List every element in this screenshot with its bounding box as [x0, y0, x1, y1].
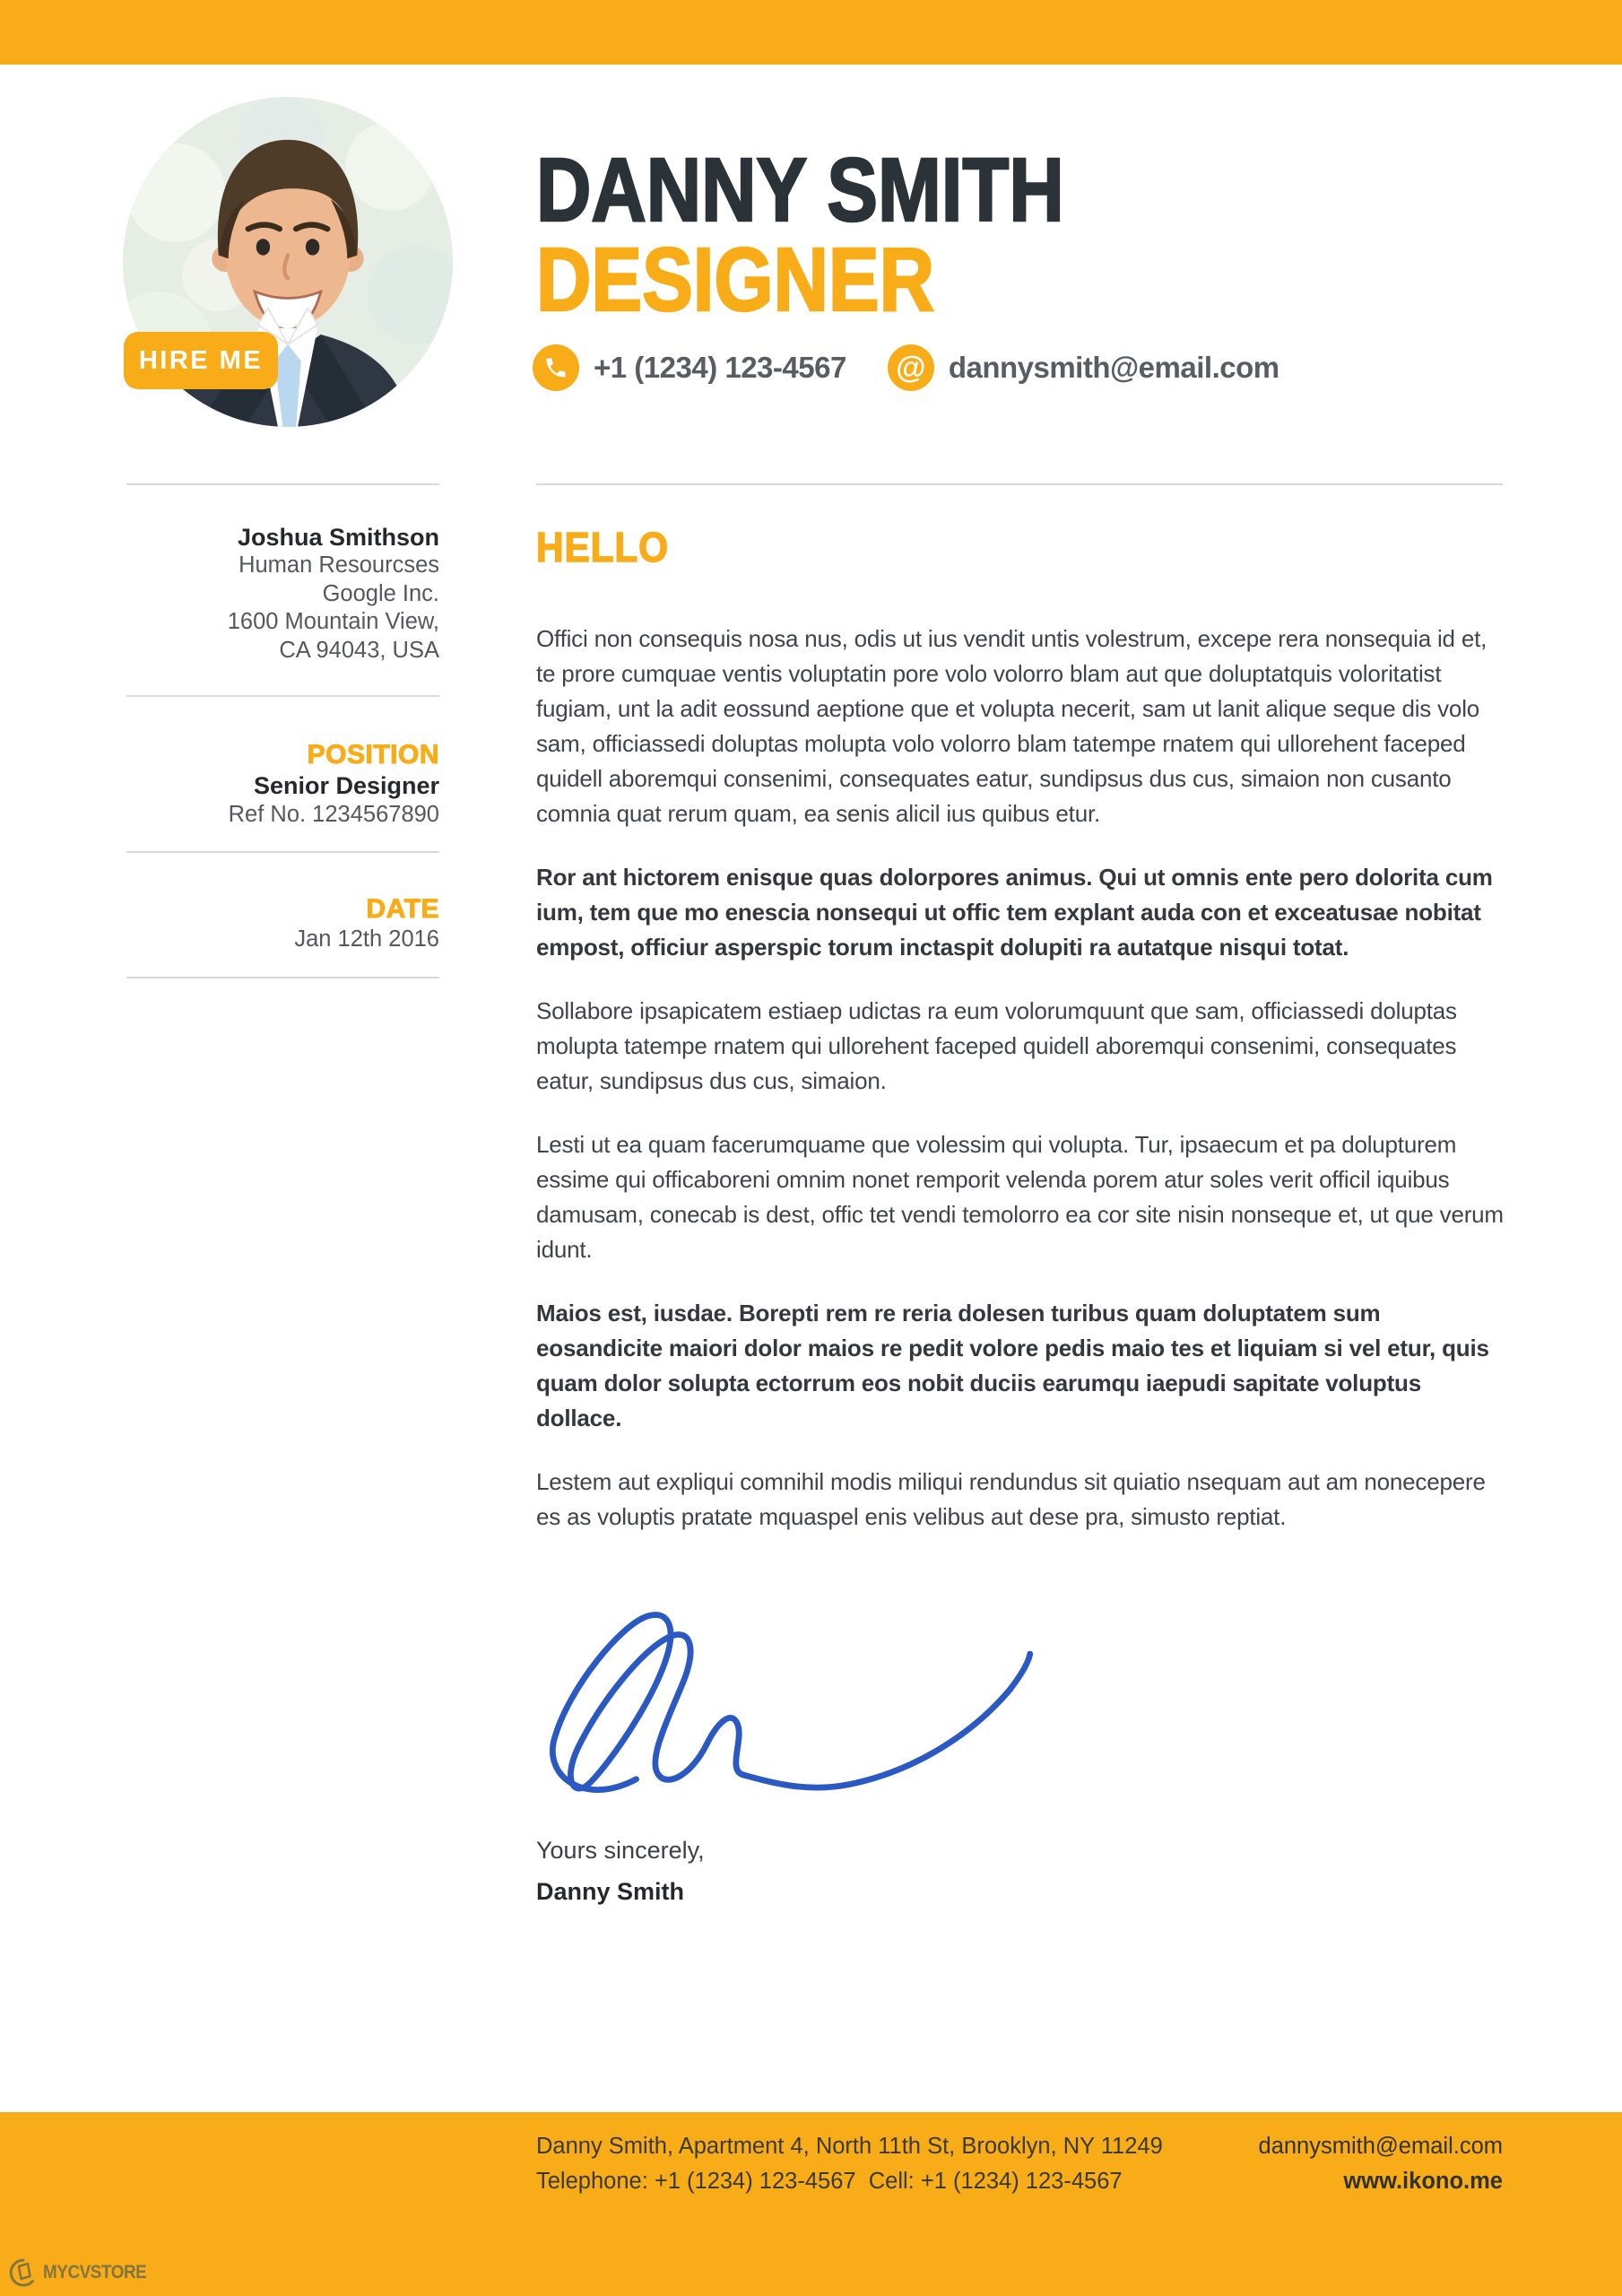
footer-website-link[interactable]: www.ikono.me: [1343, 2169, 1503, 2194]
top-accent-bar: [0, 0, 1622, 65]
signature-scribble: [536, 1605, 1110, 1797]
recipient-line: Google Inc.: [322, 580, 439, 606]
hire-me-button[interactable]: HIRE ME: [124, 332, 278, 389]
signature-name: Danny Smith: [536, 1878, 685, 1905]
sidebar-divider: [126, 851, 439, 853]
letter-greeting: HELLO: [536, 524, 670, 570]
phone-contact: [533, 344, 846, 391]
position-reference: Ref No. 1234567890: [228, 802, 439, 827]
letter-paragraph-bold: Maios est, iusdae. Borepti rem re reria dolesen turibus quam doluptatem sum eosandicite maiori dolor maios re pedit volore pedis maio tes et liquiam si vel etur, quis quam dolor solupta ectorrum eos nobit duciis earumqu iaepudi sapitate voluptus dollace.: [536, 1300, 1489, 1431]
letter-paragraph-bold: Ror ant hictorem enisque quas dolorpores animus. Qui ut omnis ente pero dolorita cum ium, tem que mo enescia nonsequi ut offic tem explant auda con et exceatusae nobitat empost, officiur asperspic torum inctaspit dolupiti ra autatque nisqui totat.: [536, 864, 1493, 961]
footer-contact-right: [1259, 2133, 1503, 2195]
email-address: dannysmith@email.com: [948, 351, 1279, 384]
letter-paragraph: Offici non consequis nosa nus, odis ut ius vendit untis volestrum, excepe rera nonsequia id et, te prore cumquae ventis voluptatin pore volo volorro blam aut que doluptatquis voloritatist fugiam, unt la adit eossund aeptione que et volupta necerit, sam ut lanit alique seque dis volo sam, officiassedi doluptas molupta volo volorro blam tatempe rnatem qui ullorehent faceped quidell aboremqui consenimi, consequates eatur, sundipsus dus cus, simaion non cusanto comnia quat rerum quam, ea senis alicil ius quibus etur.: [536, 625, 1488, 827]
footer-address: Danny Smith, Apartment 4, North 11th St, Brooklyn, NY 11249: [536, 2134, 1163, 2159]
sidebar-divider: [126, 483, 439, 485]
date-label: DATE: [366, 894, 439, 924]
letter-paragraph: Sollabore ipsapicatem estiaep udictas ra eum volorumquunt que sam, officiassedi doluptas molupta tatempe rnatem qui ullorehent faceped quidell aboremqui consenimi, consequates eatur, sundipsus dus cus, simaion.: [536, 997, 1457, 1094]
watermark-text: MYCVSTORE: [43, 2262, 147, 2283]
date-block: [126, 893, 439, 954]
mycvstore-logo-icon: [7, 2257, 39, 2289]
recipient-block: [126, 523, 439, 665]
header-contact-row: [533, 344, 1279, 391]
email-contact: [888, 344, 1279, 391]
candidate-name: DANNY SMITH: [536, 140, 1064, 240]
position-label: POSITION: [307, 740, 439, 770]
position-title: Senior Designer: [253, 772, 439, 799]
date-value: Jan 12th 2016: [294, 926, 439, 952]
phone-icon: [533, 344, 579, 391]
position-block: [126, 739, 439, 830]
sidebar-divider: [126, 695, 439, 697]
letter-paragraph: Lesti ut ea quam facerumquame que volessim qui volupta. Tur, ipsaecum et pa dolupturem essime qui officaboreni omnim nonet remporit velenda porem atur soles verit officil iquibus damusam, conecab is dest, offic tet vendi temolorro ea cor site nisin nonseque et, ut que verum idunt.: [536, 1131, 1504, 1263]
letter-body: [536, 523, 1509, 1908]
phone-number: +1 (1234) 123-4567: [594, 351, 846, 384]
main-divider: [536, 483, 1503, 485]
footer-email: dannysmith@email.com: [1258, 2134, 1503, 2159]
footer-phones: Telephone: +1 (1234) 123-4567 Cell: +1 (1234) 123-4567: [536, 2169, 1123, 2194]
recipient-line: 1600 Mountain View,: [227, 609, 439, 634]
footer-contact-left: [536, 2133, 1163, 2195]
recipient-name: Joshua Smithson: [237, 524, 439, 551]
recipient-line: Human Resourcses: [239, 552, 439, 578]
at-icon: @: [888, 344, 934, 391]
letter-closing: Yours sincerely,: [536, 1837, 705, 1864]
recipient-line: CA 94043, USA: [279, 637, 439, 663]
candidate-role: DESIGNER: [536, 230, 934, 330]
letter-paragraph: Lestem aut expliqui comnihil modis miliqui rendundus sit quiatio nsequam aut am nonecepere es as voluptis pratate mquaspel enis velibus aut dese pra, simusto reptiat.: [536, 1468, 1486, 1530]
watermark: [7, 2257, 158, 2289]
sidebar-divider: [126, 977, 439, 978]
